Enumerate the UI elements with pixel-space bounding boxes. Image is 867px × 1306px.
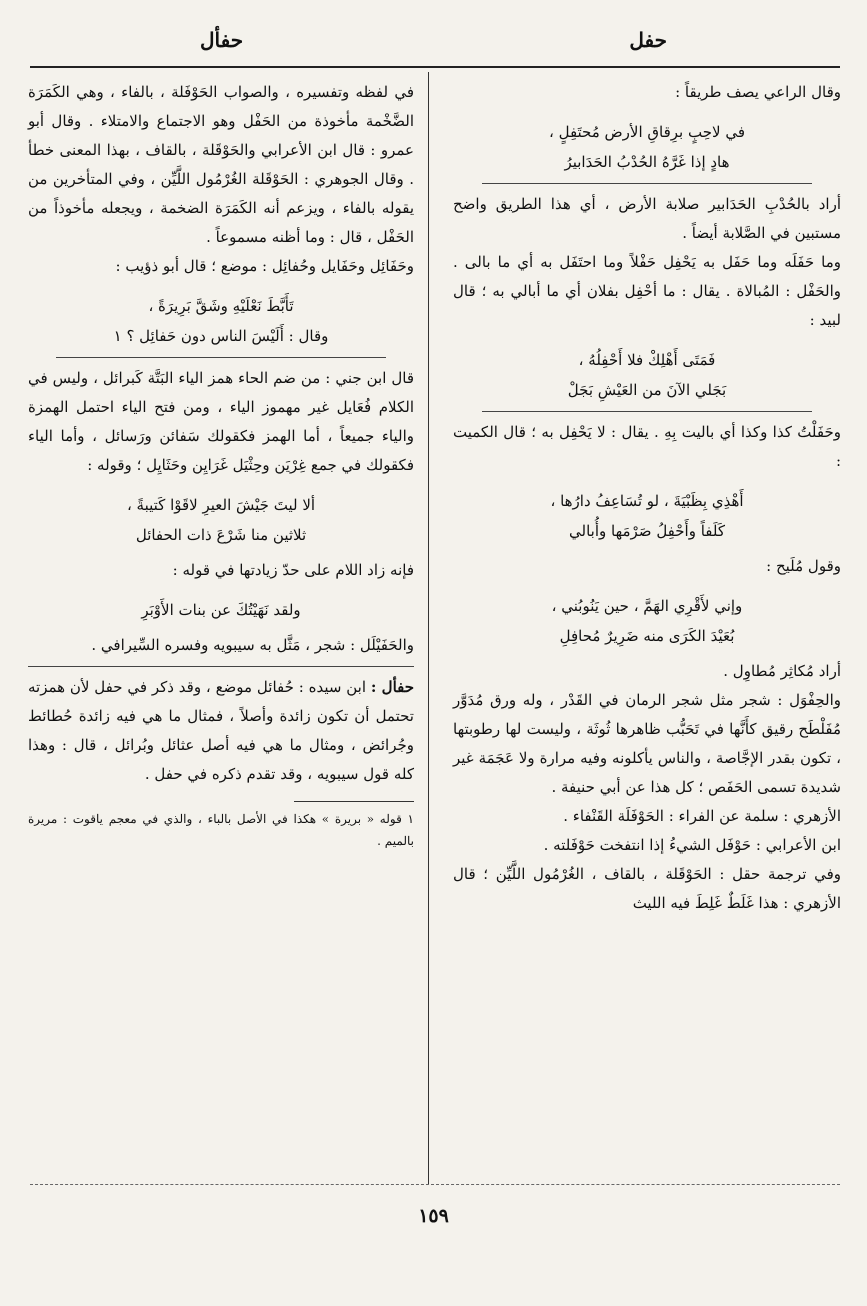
verse-line: بَجَلي الآنَ من العَيْشِ بَجَلْ <box>567 381 727 399</box>
paragraph: الأزهري : سلمة عن الفراء : الحَوْفَلَة القَنْفاء . <box>563 807 841 825</box>
left-column <box>28 78 414 852</box>
paragraph: وحَفَائِل وحَفَايل وحُفائِل : موضع ؛ قال أبو ذؤيب : <box>115 257 414 275</box>
verse-line: ولقد نَهَيْتُكَ عن بنات الأَوْبَرِ <box>141 601 301 619</box>
paragraph: أراد مُكاثِر مُطاوِل . <box>723 662 841 680</box>
verse <box>453 345 841 405</box>
verse-line: تَأَبَّطَ نَعْلَيْهِ وشَقَّ بَرِيرَةً ، <box>148 297 294 315</box>
verse-line: وقال : أَلَيْسَ الناس دون حَفائِل ؟ ١ <box>113 327 329 345</box>
verse-line: هادٍ إذا غَرَّهُ الحُدْبُ الحَدَابيرُ <box>564 153 730 171</box>
verse-line: وإني لأَقْرِي الهَمَّ ، حين يَنُوبُني ، <box>551 597 743 615</box>
paragraph: وما حَفَلَه وما حَفَل به يَحْفِل حَفْلاً وما احتَفَل به أي ما بالى . والحَفْل : المُبالاة . يقال : ما أحْفِل بفلان أي ما أبالي به ؛ قال لبيد : <box>453 253 841 329</box>
verse <box>453 117 841 177</box>
verse-line: أَهْذِي بِظَبْيَةَ ، لو تُسَاعِفُ دارُها ، <box>550 492 744 510</box>
running-head-left: حفأل <box>200 28 244 52</box>
paragraph: في لفظه وتفسيره ، والصواب الحَوْفَلة ، بالفاء ، وهي الكَمَرَة الضَّخْمة مأخوذة من الحَفْل وهو الاجتماع والامتلاء . وقال أبو عمرو : قال ابن الأعرابي والحَوْقَلة ، بالقاف ، بهذا المعنى خطأ . وقال الجوهري : الحَوْقَلة الغُرْمُول اللَّيِّن ، وفي المتأخرين من يقوله بالفاء ، ويزعم أنه الكَمَرَة الضخمة ، ويجعله مأخوذاً من الحَفْل ، قال : وما أظنه مسموعاً . <box>28 83 414 246</box>
paragraph: أراد بالحُدْبِ الحَدَابير صلابة الأرض ، أي هذا الطريق واضح مستبين في الصَّلابة أيضاً . <box>453 195 841 242</box>
paragraph: وحَفَلْتُ كذا وكذا أي باليت بِهِ . يقال : لا يَحْفِل به ؛ قال الكميت : <box>453 423 841 470</box>
separator <box>482 183 812 184</box>
paragraph: ابن الأعرابي : حَوْفَل الشيءُ إذا انتفخت حَوْفَلته . <box>543 836 841 854</box>
paragraph: قال ابن جني : من ضم الحاء همز الياء البَتَّة كَبرائل ، وليس في الكلام فُعَايل غير مهموز الياء ، ومن فتح الياء احتمل الهمزة والياء جميعاً ، أما الهمز فكقولك سَفائن ورَسائل ، وأما الياء فكقولك في جمع غِرْيَن وحِثْيَل غَرَايِن وحَثَايِل ؛ وقوله : <box>28 369 414 474</box>
column-divider <box>428 72 429 1184</box>
paragraph: فإنه زاد اللام على حدّ زيادتها في قوله : <box>172 561 414 579</box>
entry <box>28 673 414 789</box>
separator <box>56 357 386 358</box>
verse <box>28 490 414 550</box>
paragraph: وقول مُلَيح : <box>766 557 841 575</box>
running-head-right: حفل <box>629 28 667 52</box>
verse-line: ألا ليتَ جَيْشَ العيرِ لاقَوْا كَتيبةً ، <box>126 496 316 514</box>
entry-headword: حفأل : <box>370 678 414 696</box>
header-rule <box>30 66 840 68</box>
verse <box>453 591 841 651</box>
verse-line: فَمَتَى أَهْلِكْ فلا أَحْفِلُهُ ، <box>578 351 716 369</box>
entry-text: ابن سيده : حُفائل موضع ، وقد ذكر في حفل لأن همزته تحتمل أن تكون زائدة وأصلاً ، فمثال ما هي فيه زائدة حُطائط وجُرائض ، ومثال ما هي فيه أصل عثائل وبُرائل ، قال : وهذا كله قول سيبويه ، وقد تقدم ذكره في حفل . <box>28 678 414 783</box>
verse-line: بُعَيْدَ الكَرَى منه ضَرِيرٌ مُحافِلِ <box>559 627 735 645</box>
separator <box>482 411 812 412</box>
page-number: ١٥٩ <box>418 1205 449 1227</box>
verse-line: كَلَفاً وأَحْفِلُ صَرْمَها وأُبالي <box>569 522 725 540</box>
paragraph: والحَفَيْلَل : شجر ، مَثَّل به سيبويه وفسره السِّيرافي . <box>91 636 414 654</box>
paragraph: وقال الراعي يصف طريقاً : <box>675 83 841 101</box>
verse <box>453 486 841 546</box>
entry-separator <box>28 666 414 667</box>
footer-rule <box>30 1184 840 1185</box>
footnote-rule <box>294 801 414 802</box>
verse-line: ثلاثين منا شَرْعَ ذات الحفائل <box>135 526 307 544</box>
paragraph: وفي ترجمة حقل : الحَوْقَلة ، بالقاف ، الغُرْمُول اللَّيِّن ؛ قال الأزهري : هذا غَلَطٌ غَلِطَ فيه الليث <box>453 865 841 912</box>
paragraph: والحِفْوَل : شجر مثل شجر الرمان في القَدْر ، وله ورق مُدَوَّر مُفَلْطَح رقيق كأَنَّها في تَحَبُّب ظاهرها ثُوثَة ، وليست لها رطوبتها ، تكون بقدر الإجَّاصة ، والناس يأكلونه وفيه مرارة ولا عَجَمَة غير شديدة تسمى الحَفَص ؛ كل هذا عن أبي حنيفة . <box>453 691 841 796</box>
footnote: ١ قوله « بريرة » هكذا في الأصل بالباء ، والذي في معجم ياقوت : مريرة بالميم . <box>28 812 414 848</box>
right-column <box>453 78 841 918</box>
verse <box>28 291 414 351</box>
verse-line: في لاحِبٍ برِقاقِ الأرض مُحتَفِلٍ ، <box>548 123 746 141</box>
page-header <box>0 28 867 58</box>
verse <box>28 595 414 625</box>
